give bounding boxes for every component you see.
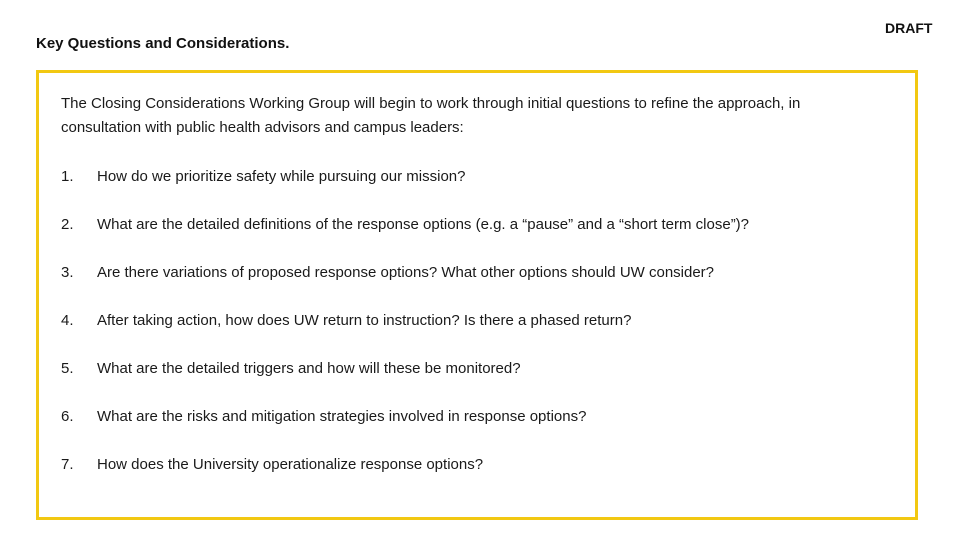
question-text: What are the detailed triggers and how will these be monitored? bbox=[97, 360, 521, 377]
question-text: After taking action, how does UW return to instruction? Is there a phased return? bbox=[97, 312, 632, 329]
question-item-4 bbox=[61, 311, 631, 331]
question-item-7 bbox=[61, 455, 483, 475]
question-number: 2. bbox=[61, 216, 74, 233]
question-item-5 bbox=[61, 359, 521, 379]
question-item-1 bbox=[61, 167, 466, 187]
slide-title: Key Questions and Considerations. bbox=[36, 35, 290, 52]
question-text: How does the University operationalize response options? bbox=[97, 456, 484, 473]
question-item-2 bbox=[61, 215, 749, 235]
question-number: 7. bbox=[61, 456, 74, 473]
question-number: 5. bbox=[61, 360, 74, 377]
question-number: 4. bbox=[61, 312, 74, 329]
question-item-6 bbox=[61, 407, 586, 427]
question-item-3 bbox=[61, 263, 714, 283]
question-text: How do we prioritize safety while pursuing our mission? bbox=[97, 168, 466, 185]
question-text: What are the detailed definitions of the response options (e.g. a “pause” and a “short term close”)? bbox=[97, 216, 750, 233]
question-number: 1. bbox=[61, 168, 74, 185]
intro-text: The Closing Considerations Working Group will begin to work through initial questions to refine the approach, in consultation with public health advisors and campus leaders: bbox=[61, 95, 801, 136]
question-text: Are there variations of proposed response options? What other options should UW consider? bbox=[97, 264, 715, 281]
question-text: What are the risks and mitigation strategies involved in response options? bbox=[97, 408, 587, 425]
question-number: 3. bbox=[61, 264, 74, 281]
content-box bbox=[36, 70, 918, 520]
question-number: 6. bbox=[61, 408, 74, 425]
draft-label: DRAFT bbox=[885, 20, 933, 36]
